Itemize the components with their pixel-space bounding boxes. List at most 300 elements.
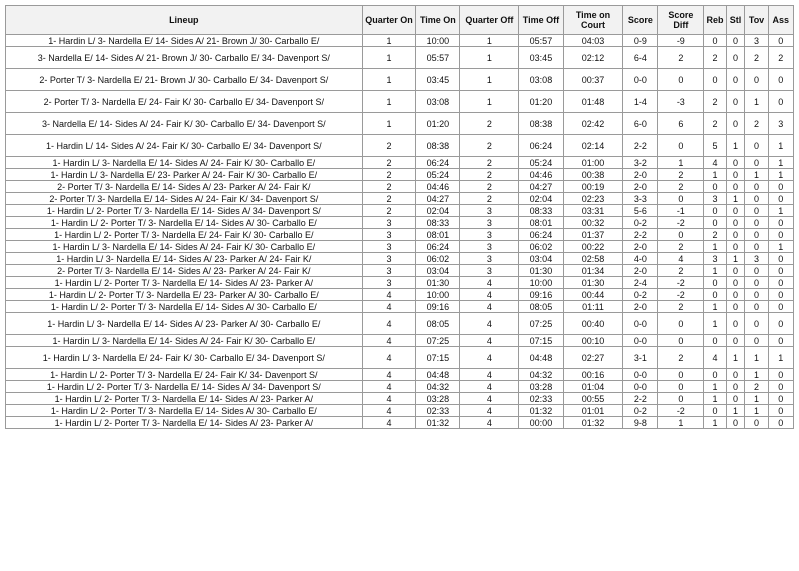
cell-quarter-off: 3 [460, 265, 519, 277]
cell-quarter-off: 3 [460, 241, 519, 253]
cell-quarter-on: 3 [362, 241, 416, 253]
cell-ass: 0 [768, 265, 793, 277]
cell-stl: 0 [726, 393, 745, 405]
cell-reb: 0 [704, 69, 726, 91]
cell-time-on: 08:38 [416, 135, 460, 157]
cell-time-off: 08:01 [519, 217, 563, 229]
cell-stl: 0 [726, 277, 745, 289]
cell-time-on: 04:27 [416, 193, 460, 205]
cell-time-on: 03:08 [416, 91, 460, 113]
cell-time-on: 05:57 [416, 47, 460, 69]
cell-quarter-on: 3 [362, 217, 416, 229]
cell-lineup: 1- Hardin L/ 2- Porter T/ 3- Nardella E/ 24- Fair K/ 34- Davenport S/ [6, 369, 363, 381]
table-row [6, 229, 794, 241]
cell-tov: 0 [745, 335, 768, 347]
cell-time-on-court: 02:58 [563, 253, 623, 265]
cell-time-off: 08:38 [519, 113, 563, 135]
cell-time-on: 07:25 [416, 335, 460, 347]
cell-reb: 1 [704, 381, 726, 393]
cell-score: 2-0 [623, 241, 658, 253]
cell-tov: 0 [745, 217, 768, 229]
cell-tov: 0 [745, 69, 768, 91]
cell-score-diff: 2 [658, 265, 704, 277]
cell-tov: 0 [745, 289, 768, 301]
cell-time-on: 09:16 [416, 301, 460, 313]
cell-quarter-off: 3 [460, 205, 519, 217]
cell-score-diff: -9 [658, 35, 704, 47]
cell-quarter-on: 4 [362, 301, 416, 313]
header-score: Score [623, 6, 658, 35]
cell-tov: 1 [745, 393, 768, 405]
cell-time-on: 01:32 [416, 417, 460, 429]
cell-quarter-off: 2 [460, 169, 519, 181]
cell-quarter-off: 4 [460, 381, 519, 393]
cell-time-on: 06:02 [416, 253, 460, 265]
cell-quarter-on: 2 [362, 193, 416, 205]
cell-quarter-on: 2 [362, 181, 416, 193]
cell-quarter-off: 4 [460, 417, 519, 429]
cell-ass: 0 [768, 381, 793, 393]
cell-stl: 0 [726, 417, 745, 429]
cell-quarter-off: 2 [460, 181, 519, 193]
cell-score-diff: -2 [658, 405, 704, 417]
cell-time-on-court: 01:30 [563, 277, 623, 289]
cell-lineup: 1- Hardin L/ 3- Nardella E/ 14- Sides A/ 21- Brown J/ 30- Carballo E/ [6, 35, 363, 47]
cell-lineup: 1- Hardin L/ 3- Nardella E/ 14- Sides A/ 24- Fair K/ 30- Carballo E/ [6, 157, 363, 169]
cell-quarter-on: 4 [362, 405, 416, 417]
cell-score-diff: 0 [658, 313, 704, 335]
cell-time-on-court: 02:23 [563, 193, 623, 205]
cell-score: 2-2 [623, 135, 658, 157]
cell-ass: 0 [768, 181, 793, 193]
cell-reb: 1 [704, 313, 726, 335]
cell-quarter-on: 4 [362, 417, 416, 429]
cell-quarter-off: 4 [460, 393, 519, 405]
cell-time-off: 09:16 [519, 289, 563, 301]
cell-reb: 0 [704, 181, 726, 193]
cell-lineup: 1- Hardin L/ 2- Porter T/ 3- Nardella E/ 14- Sides A/ 30- Carballo E/ [6, 301, 363, 313]
cell-tov: 1 [745, 169, 768, 181]
cell-reb: 4 [704, 347, 726, 369]
cell-lineup: 1- Hardin L/ 2- Porter T/ 3- Nardella E/ 24- Fair K/ 30- Carballo E/ [6, 229, 363, 241]
cell-ass: 0 [768, 301, 793, 313]
cell-score-diff: 2 [658, 169, 704, 181]
cell-stl: 0 [726, 229, 745, 241]
cell-stl: 1 [726, 193, 745, 205]
cell-stl: 0 [726, 69, 745, 91]
cell-ass: 0 [768, 277, 793, 289]
cell-score: 0-0 [623, 369, 658, 381]
table-row [6, 241, 794, 253]
cell-reb: 1 [704, 393, 726, 405]
cell-time-on-court: 02:42 [563, 113, 623, 135]
cell-ass: 1 [768, 169, 793, 181]
cell-score: 3-1 [623, 347, 658, 369]
cell-ass: 0 [768, 335, 793, 347]
cell-reb: 0 [704, 405, 726, 417]
table-row [6, 277, 794, 289]
cell-lineup: 1- Hardin L/ 3- Nardella E/ 24- Fair K/ 30- Carballo E/ 34- Davenport S/ [6, 347, 363, 369]
cell-score-diff: 4 [658, 253, 704, 265]
cell-time-on: 10:00 [416, 35, 460, 47]
header-stl: Stl [726, 6, 745, 35]
table-row [6, 205, 794, 217]
cell-time-off: 03:04 [519, 253, 563, 265]
table-row [6, 69, 794, 91]
lineup-stats-table [5, 5, 794, 429]
cell-time-on: 02:33 [416, 405, 460, 417]
cell-score: 0-0 [623, 313, 658, 335]
cell-stl: 0 [726, 181, 745, 193]
cell-time-off: 04:32 [519, 369, 563, 381]
cell-stl: 1 [726, 347, 745, 369]
cell-time-on-court: 00:19 [563, 181, 623, 193]
header-quarter-on: Quarter On [362, 6, 416, 35]
cell-score-diff: 0 [658, 135, 704, 157]
cell-quarter-on: 4 [362, 381, 416, 393]
cell-stl: 0 [726, 289, 745, 301]
cell-score: 1-4 [623, 91, 658, 113]
cell-reb: 0 [704, 35, 726, 47]
lineup-table-container [5, 5, 794, 429]
cell-score: 2-0 [623, 181, 658, 193]
cell-tov: 1 [745, 369, 768, 381]
table-row [6, 405, 794, 417]
cell-ass: 1 [768, 157, 793, 169]
cell-reb: 5 [704, 135, 726, 157]
cell-time-off: 10:00 [519, 277, 563, 289]
cell-score-diff: 0 [658, 335, 704, 347]
cell-tov: 0 [745, 205, 768, 217]
cell-ass: 0 [768, 393, 793, 405]
cell-tov: 0 [745, 301, 768, 313]
cell-lineup: 3- Nardella E/ 14- Sides A/ 24- Fair K/ 30- Carballo E/ 34- Davenport S/ [6, 113, 363, 135]
cell-reb: 2 [704, 113, 726, 135]
cell-time-on-court: 02:12 [563, 47, 623, 69]
cell-stl: 1 [726, 405, 745, 417]
cell-stl: 0 [726, 301, 745, 313]
cell-tov: 1 [745, 405, 768, 417]
cell-time-on-court: 00:10 [563, 335, 623, 347]
table-row [6, 253, 794, 265]
cell-time-on: 07:15 [416, 347, 460, 369]
cell-tov: 3 [745, 253, 768, 265]
cell-ass: 0 [768, 253, 793, 265]
cell-quarter-off: 3 [460, 253, 519, 265]
cell-score-diff: -2 [658, 277, 704, 289]
cell-lineup: 1- Hardin L/ 2- Porter T/ 3- Nardella E/ 14- Sides A/ 34- Davenport S/ [6, 381, 363, 393]
table-row [6, 169, 794, 181]
cell-stl: 0 [726, 241, 745, 253]
cell-score-diff: 0 [658, 193, 704, 205]
cell-time-off: 03:28 [519, 381, 563, 393]
cell-score-diff: 0 [658, 393, 704, 405]
cell-reb: 3 [704, 193, 726, 205]
cell-time-on-court: 01:48 [563, 91, 623, 113]
cell-score: 0-2 [623, 217, 658, 229]
cell-time-off: 04:48 [519, 347, 563, 369]
cell-reb: 2 [704, 91, 726, 113]
cell-quarter-on: 1 [362, 91, 416, 113]
cell-score-diff: -3 [658, 91, 704, 113]
cell-time-off: 02:33 [519, 393, 563, 405]
cell-time-on: 01:30 [416, 277, 460, 289]
cell-stl: 0 [726, 47, 745, 69]
cell-reb: 0 [704, 205, 726, 217]
cell-tov: 0 [745, 193, 768, 205]
cell-score: 6-0 [623, 113, 658, 135]
cell-score-diff: 0 [658, 69, 704, 91]
cell-time-on-court: 01:32 [563, 417, 623, 429]
cell-time-on: 08:33 [416, 217, 460, 229]
cell-time-on: 05:24 [416, 169, 460, 181]
cell-ass: 0 [768, 35, 793, 47]
cell-tov: 0 [745, 229, 768, 241]
cell-ass: 1 [768, 205, 793, 217]
cell-lineup: 1- Hardin L/ 2- Porter T/ 3- Nardella E/ 14- Sides A/ 30- Carballo E/ [6, 405, 363, 417]
cell-time-on-court: 00:16 [563, 369, 623, 381]
table-row [6, 265, 794, 277]
cell-time-on-court: 02:27 [563, 347, 623, 369]
cell-reb: 0 [704, 277, 726, 289]
header-time-on-court: Time on Court [563, 6, 623, 35]
cell-score-diff: 2 [658, 347, 704, 369]
cell-tov: 0 [745, 181, 768, 193]
cell-lineup: 1- Hardin L/ 2- Porter T/ 3- Nardella E/ 14- Sides A/ 23- Parker A/ [6, 393, 363, 405]
cell-quarter-off: 4 [460, 277, 519, 289]
cell-lineup: 1- Hardin L/ 3- Nardella E/ 14- Sides A/ 24- Fair K/ 30- Carballo E/ [6, 241, 363, 253]
cell-score: 3-2 [623, 157, 658, 169]
table-row [6, 47, 794, 69]
cell-time-on-court: 03:31 [563, 205, 623, 217]
cell-time-on: 01:20 [416, 113, 460, 135]
table-row [6, 193, 794, 205]
table-body [6, 35, 794, 429]
cell-lineup: 2- Porter T/ 3- Nardella E/ 24- Fair K/ 30- Carballo E/ 34- Davenport S/ [6, 91, 363, 113]
cell-score: 4-0 [623, 253, 658, 265]
table-row [6, 313, 794, 335]
cell-reb: 2 [704, 47, 726, 69]
cell-quarter-on: 1 [362, 47, 416, 69]
cell-time-on-court: 00:32 [563, 217, 623, 229]
cell-stl: 0 [726, 381, 745, 393]
table-row [6, 135, 794, 157]
cell-time-off: 00:00 [519, 417, 563, 429]
table-row [6, 217, 794, 229]
cell-stl: 0 [726, 157, 745, 169]
cell-tov: 0 [745, 135, 768, 157]
cell-quarter-on: 4 [362, 347, 416, 369]
header-reb: Reb [704, 6, 726, 35]
cell-lineup: 2- Porter T/ 3- Nardella E/ 21- Brown J/ 30- Carballo E/ 34- Davenport S/ [6, 69, 363, 91]
cell-reb: 0 [704, 335, 726, 347]
cell-reb: 3 [704, 253, 726, 265]
cell-score-diff: 6 [658, 113, 704, 135]
cell-tov: 2 [745, 113, 768, 135]
cell-time-on-court: 00:38 [563, 169, 623, 181]
cell-stl: 0 [726, 217, 745, 229]
cell-ass: 0 [768, 369, 793, 381]
cell-time-on: 06:24 [416, 241, 460, 253]
cell-quarter-on: 4 [362, 393, 416, 405]
cell-time-on-court: 01:00 [563, 157, 623, 169]
cell-score-diff: 2 [658, 241, 704, 253]
cell-reb: 0 [704, 369, 726, 381]
cell-score: 0-0 [623, 69, 658, 91]
cell-score: 2-2 [623, 393, 658, 405]
cell-stl: 0 [726, 91, 745, 113]
table-row [6, 417, 794, 429]
table-row [6, 113, 794, 135]
cell-time-on: 08:01 [416, 229, 460, 241]
cell-time-off: 01:32 [519, 405, 563, 417]
cell-score: 2-0 [623, 169, 658, 181]
cell-score-diff: 0 [658, 381, 704, 393]
cell-score: 6-4 [623, 47, 658, 69]
header-score-diff: Score Diff [658, 6, 704, 35]
cell-lineup: 1- Hardin L/ 3- Nardella E/ 14- Sides A/ 24- Fair K/ 30- Carballo E/ [6, 335, 363, 347]
cell-lineup: 1- Hardin L/ 2- Porter T/ 3- Nardella E/ 14- Sides A/ 23- Parker A/ [6, 277, 363, 289]
cell-quarter-off: 4 [460, 301, 519, 313]
cell-stl: 0 [726, 205, 745, 217]
cell-reb: 1 [704, 169, 726, 181]
cell-lineup: 2- Porter T/ 3- Nardella E/ 14- Sides A/ 23- Parker A/ 24- Fair K/ [6, 181, 363, 193]
cell-score: 0-2 [623, 405, 658, 417]
cell-quarter-on: 4 [362, 335, 416, 347]
cell-tov: 2 [745, 381, 768, 393]
cell-ass: 0 [768, 91, 793, 113]
cell-quarter-on: 3 [362, 277, 416, 289]
cell-time-on: 06:24 [416, 157, 460, 169]
cell-reb: 2 [704, 229, 726, 241]
header-quarter-off: Quarter Off [460, 6, 519, 35]
cell-time-off: 01:20 [519, 91, 563, 113]
cell-quarter-off: 4 [460, 405, 519, 417]
cell-time-on: 03:04 [416, 265, 460, 277]
cell-time-off: 08:05 [519, 301, 563, 313]
cell-quarter-off: 3 [460, 229, 519, 241]
cell-reb: 1 [704, 265, 726, 277]
cell-stl: 0 [726, 113, 745, 135]
cell-score: 0-0 [623, 335, 658, 347]
cell-score: 0-0 [623, 381, 658, 393]
cell-quarter-on: 3 [362, 265, 416, 277]
cell-lineup: 1- Hardin L/ 2- Porter T/ 3- Nardella E/ 14- Sides A/ 30- Carballo E/ [6, 217, 363, 229]
cell-stl: 0 [726, 265, 745, 277]
cell-time-on-court: 00:55 [563, 393, 623, 405]
table-row [6, 347, 794, 369]
cell-reb: 1 [704, 241, 726, 253]
table-row [6, 289, 794, 301]
cell-ass: 1 [768, 241, 793, 253]
cell-time-on: 02:04 [416, 205, 460, 217]
cell-score-diff: 1 [658, 417, 704, 429]
cell-lineup: 1- Hardin L/ 2- Porter T/ 3- Nardella E/ 14- Sides A/ 23- Parker A/ [6, 417, 363, 429]
cell-score-diff: 1 [658, 157, 704, 169]
cell-ass: 0 [768, 313, 793, 335]
cell-score: 2-4 [623, 277, 658, 289]
cell-tov: 0 [745, 277, 768, 289]
cell-quarter-on: 1 [362, 69, 416, 91]
cell-ass: 1 [768, 347, 793, 369]
cell-score: 2-2 [623, 229, 658, 241]
cell-score: 3-3 [623, 193, 658, 205]
cell-ass: 3 [768, 113, 793, 135]
cell-quarter-on: 3 [362, 253, 416, 265]
table-row [6, 369, 794, 381]
cell-quarter-on: 4 [362, 369, 416, 381]
cell-reb: 0 [704, 289, 726, 301]
cell-lineup: 1- Hardin L/ 3- Nardella E/ 14- Sides A/ 23- Parker A/ 30- Carballo E/ [6, 313, 363, 335]
cell-score-diff: -2 [658, 217, 704, 229]
table-row [6, 381, 794, 393]
cell-quarter-on: 4 [362, 289, 416, 301]
cell-tov: 0 [745, 417, 768, 429]
cell-time-off: 06:24 [519, 229, 563, 241]
cell-score: 2-0 [623, 301, 658, 313]
cell-stl: 1 [726, 135, 745, 157]
table-row [6, 157, 794, 169]
cell-ass: 0 [768, 289, 793, 301]
cell-quarter-off: 4 [460, 313, 519, 335]
cell-score-diff: 2 [658, 181, 704, 193]
cell-quarter-off: 1 [460, 69, 519, 91]
cell-time-off: 06:02 [519, 241, 563, 253]
header-row [6, 6, 794, 35]
cell-ass: 0 [768, 405, 793, 417]
cell-reb: 1 [704, 301, 726, 313]
cell-tov: 0 [745, 241, 768, 253]
cell-time-on-court: 00:37 [563, 69, 623, 91]
cell-stl: 1 [726, 253, 745, 265]
table-row [6, 301, 794, 313]
cell-score-diff: 2 [658, 47, 704, 69]
table-row [6, 35, 794, 47]
cell-quarter-on: 1 [362, 35, 416, 47]
cell-lineup: 1- Hardin L/ 3- Nardella E/ 23- Parker A/ 24- Fair K/ 30- Carballo E/ [6, 169, 363, 181]
cell-time-off: 04:27 [519, 181, 563, 193]
cell-score-diff: 0 [658, 229, 704, 241]
cell-time-on-court: 00:44 [563, 289, 623, 301]
cell-quarter-off: 2 [460, 157, 519, 169]
cell-time-on-court: 01:34 [563, 265, 623, 277]
header-lineup: Lineup [6, 6, 363, 35]
cell-quarter-off: 2 [460, 135, 519, 157]
cell-time-on-court: 01:01 [563, 405, 623, 417]
cell-reb: 1 [704, 417, 726, 429]
cell-stl: 0 [726, 169, 745, 181]
header-tov: Tov [745, 6, 768, 35]
cell-score-diff: 0 [658, 369, 704, 381]
cell-time-on: 10:00 [416, 289, 460, 301]
cell-ass: 0 [768, 193, 793, 205]
cell-time-on-court: 01:37 [563, 229, 623, 241]
cell-time-on-court: 01:04 [563, 381, 623, 393]
cell-lineup: 1- Hardin L/ 3- Nardella E/ 14- Sides A/ 23- Parker A/ 24- Fair K/ [6, 253, 363, 265]
cell-ass: 1 [768, 135, 793, 157]
cell-time-on: 04:46 [416, 181, 460, 193]
cell-tov: 1 [745, 347, 768, 369]
cell-tov: 3 [745, 35, 768, 47]
cell-quarter-on: 2 [362, 157, 416, 169]
cell-time-on-court: 04:03 [563, 35, 623, 47]
cell-score: 2-0 [623, 265, 658, 277]
cell-tov: 1 [745, 91, 768, 113]
cell-stl: 0 [726, 35, 745, 47]
cell-time-on: 03:28 [416, 393, 460, 405]
cell-score-diff: -1 [658, 205, 704, 217]
cell-score: 9-8 [623, 417, 658, 429]
